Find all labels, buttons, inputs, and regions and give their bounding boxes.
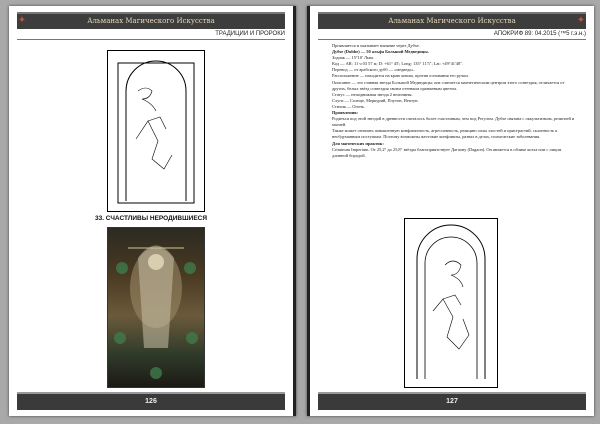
right-page-number: 127 (446, 398, 458, 405)
text-line: Родиться под этой звездой в древности считалось более счастливым, чем под Регулом. Дубхе связана с оккультизмом, религией и магией. (332, 116, 575, 128)
right-header-title: Альманах Магического Искусства (388, 17, 516, 25)
text-line: Дубхе (Dubhe) — 50 альфа Большой Медведицы. (332, 49, 429, 55)
text-line: Описание — это главная звезда Большой Медведицы; она считается магнетическим центром этого созвездия, отличается от других, белых звёзд созвездия своим оттенком оранжевым цветом. (332, 79, 565, 91)
text-line: Criminum Imperium. От 25,2° до 25,8° звёзды благоприятствует Дагаону (Dagaon). Он является в облике козла или с лицом длинной бородой. (332, 146, 562, 158)
text-line: Зодиак — 15°10' Льва. (332, 55, 374, 61)
text-line: Слуги — Солнце, Меркурий, Плутон, Нептун. (332, 97, 419, 103)
constellation-drawing (405, 219, 497, 387)
text-line: Проявляется и оказывает влияние через Дубхе. (332, 43, 420, 48)
text-line: Код — AR: 11 ч 03 57 м; D: +61° 45'; Long: 135° 11'5"; Lat: +49°41'48". (332, 61, 464, 67)
text-line: Расположение — находится на краю ковша, против основания его ручки. (332, 73, 469, 79)
text-line: Также может означать повышенную конфликтность, агрессивность, реакцию силы злостей и пристрастий, склонность к необдуманным поступкам. Поэтому возможны жестокие конфликты, развал в делах, психические заболевания. (332, 128, 558, 140)
text-line: Стихия — Огонь. (332, 103, 365, 109)
right-page (307, 6, 594, 416)
constellation-drawing (108, 51, 204, 211)
text-line: Для магических практик: (332, 140, 384, 146)
right-header-bar (318, 12, 586, 29)
left-header-title: Альманах Магического Искусства (87, 17, 215, 25)
text-line: Перевод — от арабского дубб — «медведь». (332, 67, 415, 73)
constellation-frame (404, 218, 498, 388)
body-text (332, 43, 576, 159)
left-page (9, 6, 296, 416)
left-footer-bar (17, 392, 285, 410)
left-header-bar (17, 12, 285, 29)
figure-caption: 33. СЧАСТЛИВЫ НЕРОДИВШИЕСЯ (94, 215, 208, 222)
right-section-title: АПОКРИФ 89: 04.2015 (™5 г.э.н.) (318, 29, 586, 40)
constellation-frame (107, 50, 205, 212)
left-section-title: ТРАДИЦИИ И ПРОРОКИ (17, 29, 285, 40)
painting-image (107, 227, 205, 388)
text-line: Проявления: (332, 110, 358, 116)
right-footer-bar (318, 392, 586, 410)
emblem-icon: ✦ (17, 15, 27, 26)
text-line: Статус — неподвижная звезда 2 величины. (332, 91, 413, 97)
emblem-icon: ✦ (576, 15, 586, 26)
left-page-number: 126 (145, 398, 157, 405)
